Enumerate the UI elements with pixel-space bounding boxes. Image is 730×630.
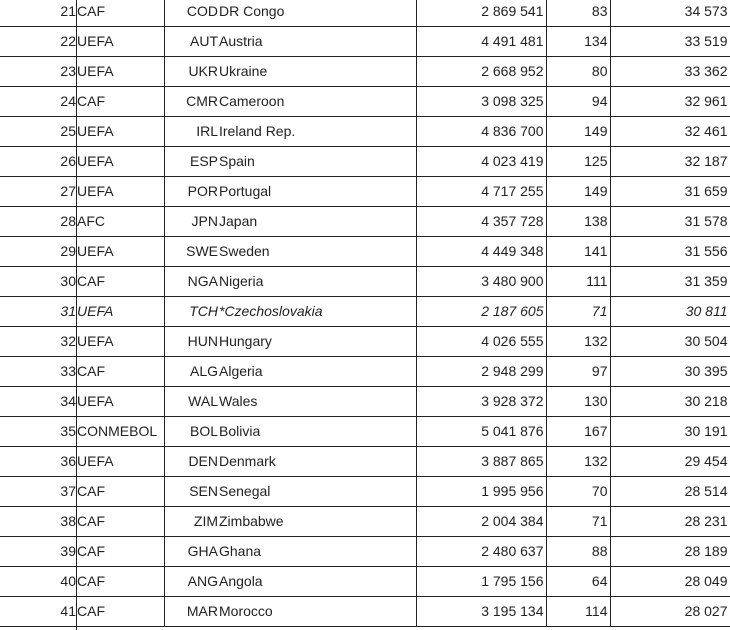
average-cell: 32 187 [610, 147, 730, 177]
country-name-cell: *Czechoslovakia [219, 297, 416, 327]
games-cell: 132 [546, 327, 610, 357]
rank-cell: 27 [60, 183, 76, 199]
confederation-cell: CAF [77, 537, 164, 567]
table-row [0, 267, 730, 297]
games-cell: 149 [546, 117, 610, 147]
confederation-cell: UEFA [77, 237, 164, 267]
country-code-cell: HUN [187, 333, 218, 349]
table-row [0, 177, 730, 207]
table-row [0, 507, 730, 537]
games-cell: 71 [546, 297, 610, 327]
average-cell: 30 218 [610, 387, 730, 417]
points-cell: 2 480 637 [416, 537, 546, 567]
table-row [0, 0, 730, 27]
country-code-cell: CMR [186, 93, 218, 109]
country-name-cell: Ireland Rep. [219, 117, 416, 147]
table-row [0, 27, 730, 57]
points-cell: 4 023 419 [416, 147, 546, 177]
confederation-cell: UEFA [77, 387, 164, 417]
table-row [0, 327, 730, 357]
average-cell: 31 359 [610, 267, 730, 297]
country-code-cell: SEN [189, 483, 218, 499]
points-cell: 4 717 255 [416, 177, 546, 207]
average-cell: 30 811 [610, 297, 730, 327]
rank-cell: 35 [60, 423, 76, 439]
country-code-cell: MAR [186, 603, 218, 619]
points-cell: 3 480 900 [416, 267, 546, 297]
points-cell: 4 026 555 [416, 327, 546, 357]
country-code-cell: ZIM [193, 513, 218, 529]
table-row [0, 477, 730, 507]
rank-cell: 21 [60, 3, 76, 19]
games-cell: 138 [546, 207, 610, 237]
average-cell: 33 519 [610, 27, 730, 57]
games-cell: 64 [546, 567, 610, 597]
confederation-cell: CAF [77, 597, 164, 627]
games-cell: 83 [546, 0, 610, 27]
rank-cell: 31 [60, 303, 76, 319]
country-code-cell: GHA [187, 543, 218, 559]
average-cell: 34 573 [610, 0, 730, 27]
points-cell: 3 195 134 [416, 597, 546, 627]
points-cell: 4 449 348 [416, 237, 546, 267]
confederation-cell: UEFA [77, 327, 164, 357]
average-cell: 30 395 [610, 357, 730, 387]
games-cell: 132 [546, 447, 610, 477]
points-cell: 4 491 481 [416, 27, 546, 57]
points-cell: 2 004 384 [416, 507, 546, 537]
points-cell: 3 098 325 [416, 87, 546, 117]
country-name-cell: Hungary [219, 327, 416, 357]
country-code-cell: ALG [189, 363, 218, 379]
country-name-cell: Cameroon [219, 87, 416, 117]
average-cell: 32 961 [610, 87, 730, 117]
country-name-cell: Zimbabwe [219, 507, 416, 537]
confederation-cell: CAF [77, 0, 164, 27]
points-cell: 2 668 952 [416, 57, 546, 87]
country-name-cell: Algeria [219, 357, 416, 387]
country-code-cell: JPN [191, 213, 218, 229]
rank-cell: 33 [60, 363, 76, 379]
average-cell: 31 578 [610, 207, 730, 237]
country-name-cell: Denmark [219, 447, 416, 477]
country-code-cell: BOL [189, 423, 218, 439]
average-cell: 28 514 [610, 477, 730, 507]
country-name-cell: Ghana [219, 537, 416, 567]
confederation-cell: UEFA [77, 297, 164, 327]
games-cell: 167 [546, 417, 610, 447]
confederation-cell: UEFA [77, 147, 164, 177]
country-code-cell: ANG [187, 573, 218, 589]
country-code-cell: NGA [187, 273, 218, 289]
country-code-cell: WAL [188, 393, 218, 409]
table-row [0, 567, 730, 597]
games-cell: 125 [546, 147, 610, 177]
country-code-cell: UKR [188, 63, 218, 79]
table-row [0, 57, 730, 87]
points-cell: 2 869 541 [416, 0, 546, 27]
table-row [0, 357, 730, 387]
average-cell: 33 362 [610, 57, 730, 87]
average-cell: 28 049 [610, 567, 730, 597]
rank-cell: 29 [60, 243, 76, 259]
games-cell: 71 [546, 507, 610, 537]
average-cell: 32 461 [610, 117, 730, 147]
confederation-cell: CONMEBOL [77, 417, 164, 447]
games-cell: 88 [546, 537, 610, 567]
table-row [0, 207, 730, 237]
country-name-cell: Japan [219, 207, 416, 237]
games-cell: 141 [546, 237, 610, 267]
confederation-cell: UEFA [77, 117, 164, 147]
games-cell: 94 [546, 87, 610, 117]
country-code-cell: AUT [190, 33, 218, 49]
rank-cell: 24 [60, 93, 76, 109]
rank-cell: 23 [60, 63, 76, 79]
table-row [0, 297, 730, 327]
games-cell: 134 [546, 27, 610, 57]
games-cell: 97 [546, 357, 610, 387]
country-name-cell: Nigeria [219, 267, 416, 297]
table-row [0, 447, 730, 477]
confederation-cell: AFC [77, 207, 164, 237]
country-name-cell: Wales [219, 387, 416, 417]
country-name-cell: Sweden [219, 237, 416, 267]
country-name-cell: Austria [219, 27, 416, 57]
country-name-cell: Ukraine [219, 57, 416, 87]
average-cell: 30 504 [610, 327, 730, 357]
average-cell: 28 027 [610, 597, 730, 627]
points-cell: 4 357 728 [416, 207, 546, 237]
points-cell: 3 887 865 [416, 447, 546, 477]
country-code-cell: IRL [196, 123, 218, 139]
country-name-cell: Portugal [219, 177, 416, 207]
country-code-cell: SWE [186, 243, 218, 259]
confederation-cell: CAF [77, 357, 164, 387]
points-cell: 1 995 956 [416, 477, 546, 507]
rank-cell: 34 [60, 393, 76, 409]
country-code-cell: POR [187, 183, 218, 199]
rank-cell: 38 [60, 513, 76, 529]
confederation-cell: UEFA [77, 27, 164, 57]
points-cell: 5 041 876 [416, 417, 546, 447]
table-row [0, 387, 730, 417]
average-cell: 28 231 [610, 507, 730, 537]
rank-cell: 32 [60, 333, 76, 349]
table-row [0, 237, 730, 267]
country-name-cell: DR Congo [219, 0, 416, 27]
confederation-cell: CAF [77, 267, 164, 297]
country-name-cell: Senegal [219, 477, 416, 507]
rank-cell: 30 [60, 273, 76, 289]
points-cell: 2 187 605 [416, 297, 546, 327]
points-cell: 4 836 700 [416, 117, 546, 147]
country-code-cell: TCH [189, 303, 218, 319]
rank-cell: 36 [60, 453, 76, 469]
table-row [0, 117, 730, 147]
confederation-cell: UEFA [77, 57, 164, 87]
points-cell: 2 948 299 [416, 357, 546, 387]
rank-cell: 40 [60, 573, 76, 589]
country-name-cell: Angola [219, 567, 416, 597]
confederation-cell: UEFA [77, 447, 164, 477]
rank-cell: 41 [60, 603, 76, 619]
games-cell: 80 [546, 57, 610, 87]
country-name-cell: Spain [219, 147, 416, 177]
rank-cell: 28 [60, 213, 76, 229]
confederation-cell: UEFA [77, 177, 164, 207]
country-code-cell: COD [186, 3, 218, 19]
average-cell: 29 454 [610, 447, 730, 477]
rank-cell: 25 [60, 123, 76, 139]
games-cell: 130 [546, 387, 610, 417]
table-row [0, 597, 730, 627]
country-name-cell: Bolivia [219, 417, 416, 447]
games-cell: 111 [546, 267, 610, 297]
country-code-cell: ESP [189, 153, 218, 169]
table-row [0, 417, 730, 447]
table-row [0, 147, 730, 177]
average-cell: 31 556 [610, 237, 730, 267]
rank-cell: 22 [60, 33, 76, 49]
points-cell: 3 928 372 [416, 387, 546, 417]
rank-cell: 39 [60, 543, 76, 559]
confederation-cell: CAF [77, 507, 164, 537]
country-code-cell: DEN [188, 453, 218, 469]
rank-cell: 37 [60, 483, 76, 499]
average-cell: 28 189 [610, 537, 730, 567]
country-name-cell: Morocco [219, 597, 416, 627]
table-row [0, 537, 730, 567]
average-cell: 31 659 [610, 177, 730, 207]
confederation-cell: CAF [77, 87, 164, 117]
games-cell: 114 [546, 597, 610, 627]
games-cell: 70 [546, 477, 610, 507]
games-cell: 149 [546, 177, 610, 207]
confederation-cell: CAF [77, 567, 164, 597]
average-cell: 30 191 [610, 417, 730, 447]
confederation-cell: CAF [77, 477, 164, 507]
table-row [0, 87, 730, 117]
rank-cell: 26 [60, 153, 76, 169]
points-cell: 1 795 156 [416, 567, 546, 597]
